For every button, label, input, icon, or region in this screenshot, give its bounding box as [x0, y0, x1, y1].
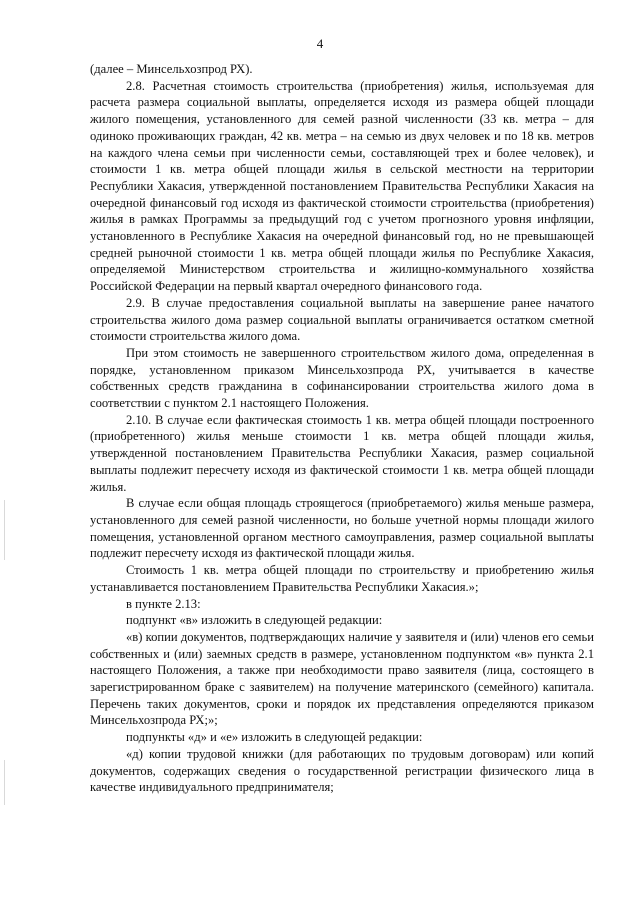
scan-edge-mark [4, 500, 5, 560]
paragraph-2-10-cost: Стоимость 1 кв. метра общей площади по строительству и приобретению жилья устанавливается постановлением Правительства Республики Хакасия.»; [90, 563, 594, 594]
page-number: 4 [316, 36, 324, 51]
paragraph-subpoint-d: «д) копии трудовой книжки (для работающих по трудовым договорам) или копий документов, содержащих сведения о государственной регистрации физического лица в качестве индивидуального предпринимателя; [90, 746, 594, 795]
paragraph-subpoint-v: «в) копии документов, подтверждающих наличие у заявителя и (или) членов его семьи собственных и (или) заемных средств в размере, установленном подпунктом «в» пункта 2.1 настоящего Положения, а также при необходимости право заявителя (лица, состоящего в зарегистрированном браке с заявителем) на получение материнского (семейного) капитала. Перечень таких документов, сроки и порядок их представления определяются приказом Минсельхозпрода РХ;»; [90, 629, 594, 728]
paragraph-subpoint-v-intro: подпункт «в» изложить в следующей редакции: [126, 613, 383, 628]
paragraph-continuation: (далее – Минсельхозпрод РХ). [90, 62, 253, 76]
paragraph-subpoints-d-e-intro: подпункты «д» и «е» изложить в следующей редакции: [126, 730, 423, 745]
scan-edge-mark [4, 760, 5, 805]
paragraph-2-13-intro: в пункте 2.13: [126, 596, 201, 611]
document-body [90, 61, 594, 796]
paragraph-2-10-area: В случае если общая площадь строящегося (приобретаемого) жилья меньше размера, установленного для семей разной численности, но больше учетной нормы площади жилого помещения, установленной органом местного самоуправления, размер социальной выплаты подлежит пересчету исходя из фактической площади жилья. [90, 496, 594, 561]
paragraph-2-9-continued: При этом стоимость не завершенного строительством жилого дома, определенная в порядке, установленном приказом Минсельхозпрода РХ, учитывается в качестве собственных средств гражданина в софинансировании строительства жилого дома в соответствии с пунктом 2.1 настоящего Положения. [90, 345, 594, 411]
paragraph-2-9: 2.9. В случае предоставления социальной выплаты на завершение ранее начатого строительства жилого дома размер социальной выплаты ограничивается остатком сметной стоимости строительства жилого дома. [90, 295, 594, 344]
paragraph-2-8: 2.8. Расчетная стоимость строительства (приобретения) жилья, используемая для расчета размера социальной выплаты, определяется исходя из размера общей площади жилого помещения, установленного для семей разной численности (33 кв. метра – для одиноко проживающих граждан, 42 кв. метра – на семью из двух человек и по 18 кв. метров на каждого члена семьи при численности семьи, составляющей трех и более человек), и стоимости 1 кв. метра общей площади жилья в сельской местности на территории Республики Хакасия, утвержденной постановлением Правительства Республики Хакасия на очередной финансовый год исходя из фактической стоимости строительства (приобретения) жилья в рамках Программы за предыдущий год с учетом прогнозного уровня инфляции, установленного в Республике Хакасия на очередной финансовый год, но не превышающей средней рыночной стоимости 1 кв. метра общей площади жилья по Республике Хакасия, определяемой Министерством строительства и жилищно-коммунального хозяйства Российской Федерации на первый квартал очередного финансового года. [90, 78, 594, 294]
paragraph-2-10: 2.10. В случае если фактическая стоимость 1 кв. метра общей площади построенного (приобретенного) жилья меньше стоимости 1 кв. метра общей площади жилья, утвержденной постановлением Правительства Республики Хакасия, размер социальной выплаты подлежит пересчету исходя из фактической стоимости 1 кв. метра общей площади жилья. [90, 412, 594, 494]
